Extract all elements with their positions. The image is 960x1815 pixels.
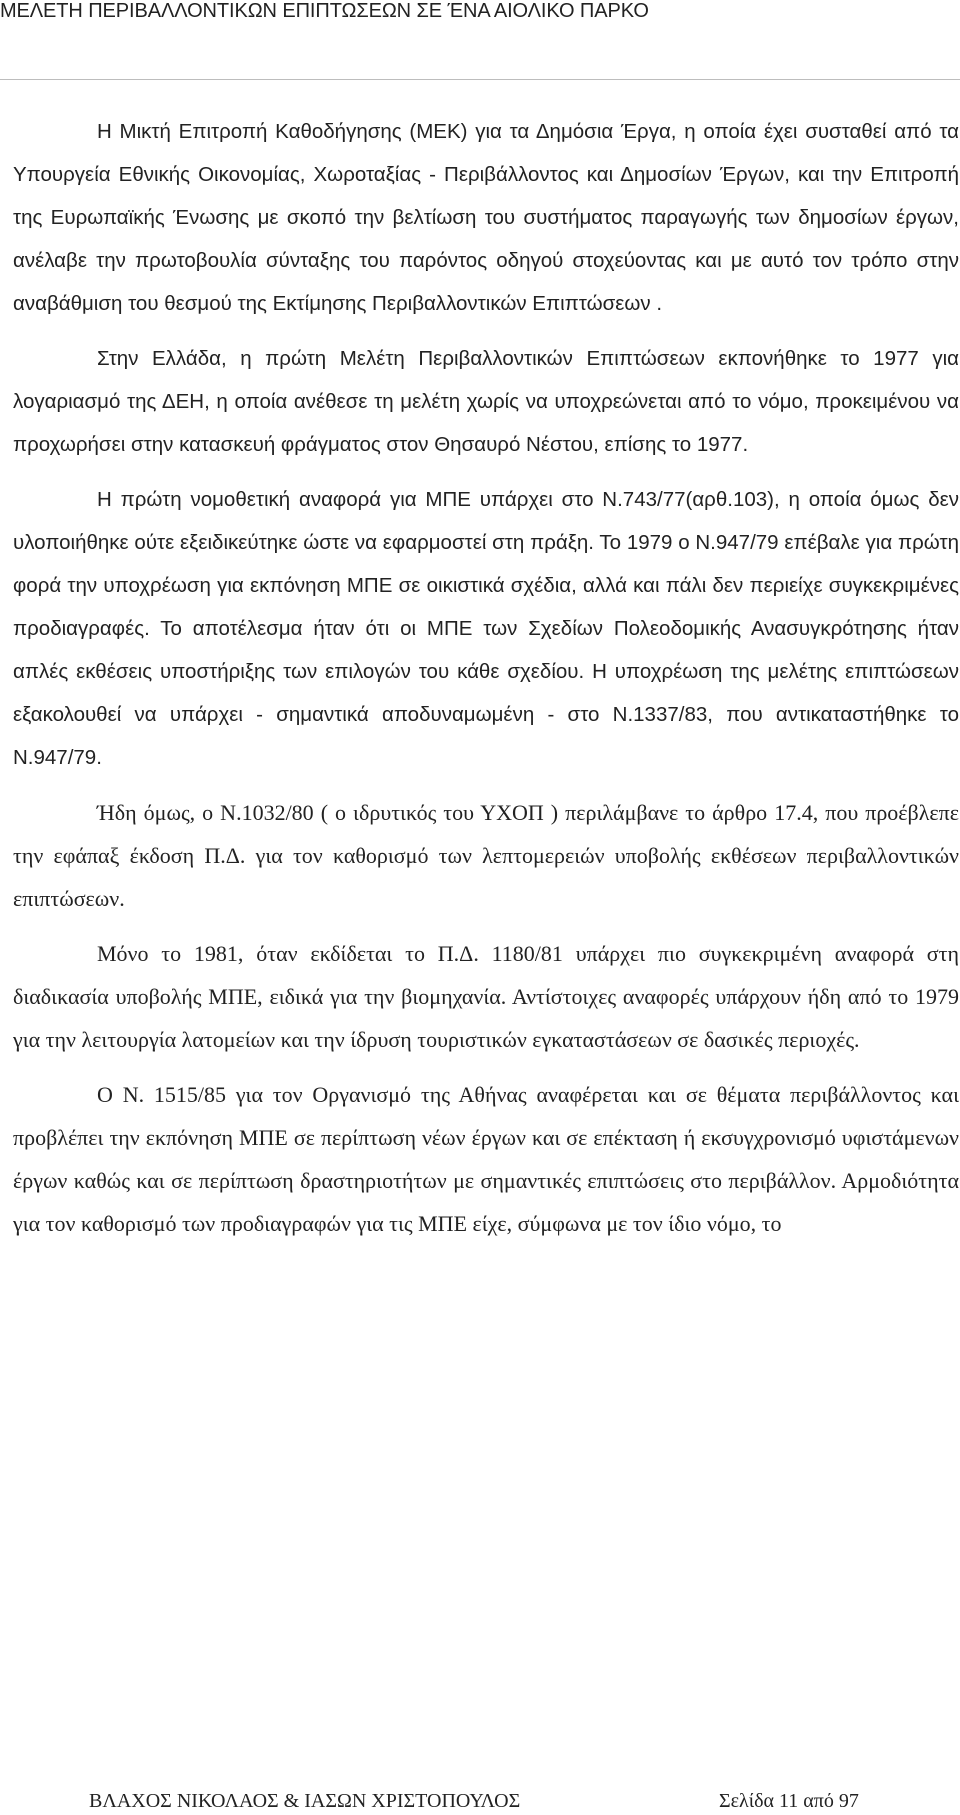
footer-page-number: Σελίδα 11 από 97 (719, 1790, 859, 1812)
header-divider (0, 79, 960, 80)
paragraph-1: Η Μικτή Επιτροπή Καθοδήγησης (ΜΕΚ) για τα Δημόσια Έργα, η οποία έχει συσταθεί από τα Υπουργεία Εθνικής Οικονομίας, Χωροταξίας - Περιβάλλοντος και Δημοσίων Έργων, και την Επιτροπή της Ευρωπαϊκής Ένωσης με σκοπό την βελτίωση του συστήματος παραγωγής των δημοσίων έργων, ανέλαβε την πρωτοβουλία σύνταξης του παρόντος οδηγού στοχεύοντας και με αυτό τον τρόπο στην αναβάθμιση του θεσμού της Εκτίμησης Περιβαλλοντικών Επιπτώσεων . (13, 120, 959, 315)
paragraph-5: Μόνο το 1981, όταν εκδίδεται το Π.Δ. 1180/81 υπάρχει πιο συγκεκριμένη αναφορά στη διαδικασία υποβολής ΜΠΕ, ειδικά για την βιομηχανία. Αντίστοιχες αναφορές υπάρχουν ήδη από το 1979 για την λειτουργία λατομείων και την ίδρυση τουριστικών εγκαταστάσεων σε δασικές περιοχές. (13, 941, 959, 1052)
document-body (13, 110, 959, 1245)
running-header: ΜΕΛΕΤΗ ΠΕΡΙΒΑΛΛΟΝΤΙΚΩΝ ΕΠΙΠΤΩΣΕΩΝ ΣΕ ΈΝΑ ΑΙΟΛΙΚΟ ΠΑΡΚΟ (0, 0, 649, 22)
paragraph-2: Στην Ελλάδα, η πρώτη Μελέτη Περιβαλλοντικών Επιπτώσεων εκπονήθηκε το 1977 για λογαριασμό της ΔΕΗ, η οποία ανέθεσε τη μελέτη χωρίς να υποχρεώνεται από το νόμο, προκειμένου να προχωρήσει στην κατασκευή φράγματος στον Θησαυρό Νέστου, επίσης το 1977. (13, 347, 959, 456)
footer-authors: ΒΛΑΧΟΣ ΝΙΚΟΛΑΟΣ & ΙΑΣΩΝ ΧΡΙΣΤΟΠΟΥΛΟΣ (89, 1790, 521, 1812)
page-footer (0, 1788, 960, 1815)
paragraph-6: Ο Ν. 1515/85 για τον Οργανισμό της Αθήνας αναφέρεται και σε θέματα περιβάλλοντος και προβλέπει την εκπόνηση ΜΠΕ σε περίπτωση νέων έργων και σε επέκταση ή εκσυγχρονισμό υφιστάμενων έργων καθώς και σε περίπτωση δραστηριοτήτων με σημαντικές επιπτώσεις στο περιβάλλον. Αρμοδιότητα για τον καθορισμό των προδιαγραφών για τις ΜΠΕ είχε, σύμφωνα με τον ίδιο νόμο, το (13, 1082, 959, 1236)
paragraph-3: Η πρώτη νομοθετική αναφορά για ΜΠΕ υπάρχει στο Ν.743/77(αρθ.103), η οποία όμως δεν υλοποιήθηκε ούτε εξειδικεύτηκε ώστε να εφαρμοστεί στη πράξη. Το 1979 ο Ν.947/79 επέβαλε για πρώτη φορά την υποχρέωση για εκπόνηση ΜΠΕ σε οικιστικά σχέδια, αλλά και πάλι δεν περιείχε συγκεκριμένες προδιαγραφές. Το αποτέλεσμα ήταν ότι οι ΜΠΕ των Σχεδίων Πολεοδομικής Ανασυγκρότησης ήταν απλές εκθέσεις υποστήριξης των επιλογών του κάθε σχεδίου. Η υποχρέωση της μελέτης επιπτώσεων εξακολουθεί να υπάρχει - σημαντικά αποδυναμωμένη - στο Ν.1337/83, που αντικαταστήθηκε το Ν.947/79. (13, 488, 959, 769)
paragraph-4: Ήδη όμως, ο Ν.1032/80 ( ο ιδρυτικός του ΥΧΟΠ ) περιλάμβανε το άρθρο 17.4, που προέβλεπε την εφάπαξ έκδοση Π.Δ. για τον καθορισμό των λεπτομερειών υποβολής εκθέσεων περιβαλλοντικών επιπτώσεων. (13, 800, 959, 911)
